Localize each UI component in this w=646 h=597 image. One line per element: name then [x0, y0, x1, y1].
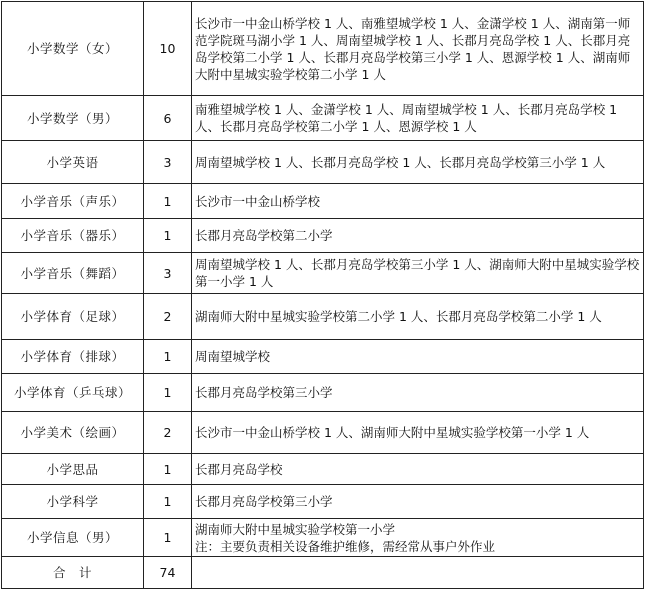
schools-cell: 长沙市一中金山桥学校 1 人、湖南师大附中星城实验学校第一小学 1 人 — [192, 412, 644, 454]
table-row — [2, 374, 644, 412]
schools-cell: 周南望城学校 1 人、长郡月亮岛学校第三小学 1 人、湖南师大附中星城实验学校第一小学 1 人 — [192, 253, 644, 294]
table-row — [2, 219, 644, 253]
table-row — [2, 253, 644, 294]
count-cell: 2 — [144, 412, 192, 454]
schools-cell: 长郡月亮岛学校 — [192, 454, 644, 485]
count-cell: 3 — [144, 141, 192, 184]
count-cell: 1 — [144, 219, 192, 253]
count-cell: 1 — [144, 485, 192, 519]
count-cell: 1 — [144, 519, 192, 557]
schools-cell: 周南望城学校 1 人、长郡月亮岛学校 1 人、长郡月亮岛学校第三小学 1 人 — [192, 141, 644, 184]
subject-cell: 小学思品 — [2, 454, 144, 485]
subject-cell: 小学音乐（声乐） — [2, 184, 144, 219]
subject-cell: 小学体育（乒乓球） — [2, 374, 144, 412]
count-cell: 1 — [144, 340, 192, 374]
schools-cell: 长沙市一中金山桥学校 1 人、南雅望城学校 1 人、金潇学校 1 人、湖南第一师范学院斑马湖小学 1 人、周南望城学校 1 人、长郡月亮岛学校 1 人、长郡月亮岛学校第二小学 1 人、长郡月亮岛学校第三小学 1 人、恩源学校 1 人、湖南师大附中星城实验学校第二小学 1 人 — [192, 2, 644, 96]
table-row — [2, 412, 644, 454]
subject-cell: 小学体育（排球） — [2, 340, 144, 374]
table-row — [2, 141, 644, 184]
count-cell: 1 — [144, 454, 192, 485]
count-cell: 6 — [144, 96, 192, 141]
subject-cell: 小学数学（女） — [2, 2, 144, 96]
schools-cell: 周南望城学校 — [192, 340, 644, 374]
subject-cell: 小学美术（绘画） — [2, 412, 144, 454]
total-count: 74 — [144, 557, 192, 589]
count-cell: 10 — [144, 2, 192, 96]
empty-cell — [192, 557, 644, 589]
table-row — [2, 294, 644, 340]
table-row — [2, 340, 644, 374]
schools-cell: 长郡月亮岛学校第二小学 — [192, 219, 644, 253]
schools-cell — [192, 519, 644, 557]
schools-cell: 长郡月亮岛学校第三小学 — [192, 374, 644, 412]
note-text: 注：主要负责相关设备维护维修，需经常从事户外作业 — [195, 538, 496, 554]
count-cell: 3 — [144, 253, 192, 294]
table-row — [2, 519, 644, 557]
subject-cell: 小学英语 — [2, 141, 144, 184]
total-label: 合 计 — [2, 557, 144, 589]
total-row — [2, 557, 644, 589]
schools-cell: 南雅望城学校 1 人、金潇学校 1 人、周南望城学校 1 人、长郡月亮岛学校 1 人、长郡月亮岛学校第二小学 1 人、恩源学校 1 人 — [192, 96, 644, 141]
table-row — [2, 96, 644, 141]
table-row — [2, 184, 644, 219]
allocation-table — [1, 1, 644, 589]
table-row — [2, 2, 644, 96]
subject-cell: 小学体育（足球） — [2, 294, 144, 340]
table-row — [2, 485, 644, 519]
schools-cell: 长沙市一中金山桥学校 — [192, 184, 644, 219]
subject-cell: 小学数学（男） — [2, 96, 144, 141]
count-cell: 1 — [144, 374, 192, 412]
subject-cell: 小学科学 — [2, 485, 144, 519]
schools-cell: 长郡月亮岛学校第三小学 — [192, 485, 644, 519]
subject-cell: 小学音乐（舞蹈） — [2, 253, 144, 294]
subject-cell: 小学音乐（器乐） — [2, 219, 144, 253]
count-cell: 2 — [144, 294, 192, 340]
schools-cell: 湖南师大附中星城实验学校第二小学 1 人、长郡月亮岛学校第二小学 1 人 — [192, 294, 644, 340]
table-row — [2, 454, 644, 485]
subject-cell: 小学信息（男） — [2, 519, 144, 557]
count-cell: 1 — [144, 184, 192, 219]
schools-text: 湖南师大附中星城实验学校第一小学 — [195, 521, 396, 537]
